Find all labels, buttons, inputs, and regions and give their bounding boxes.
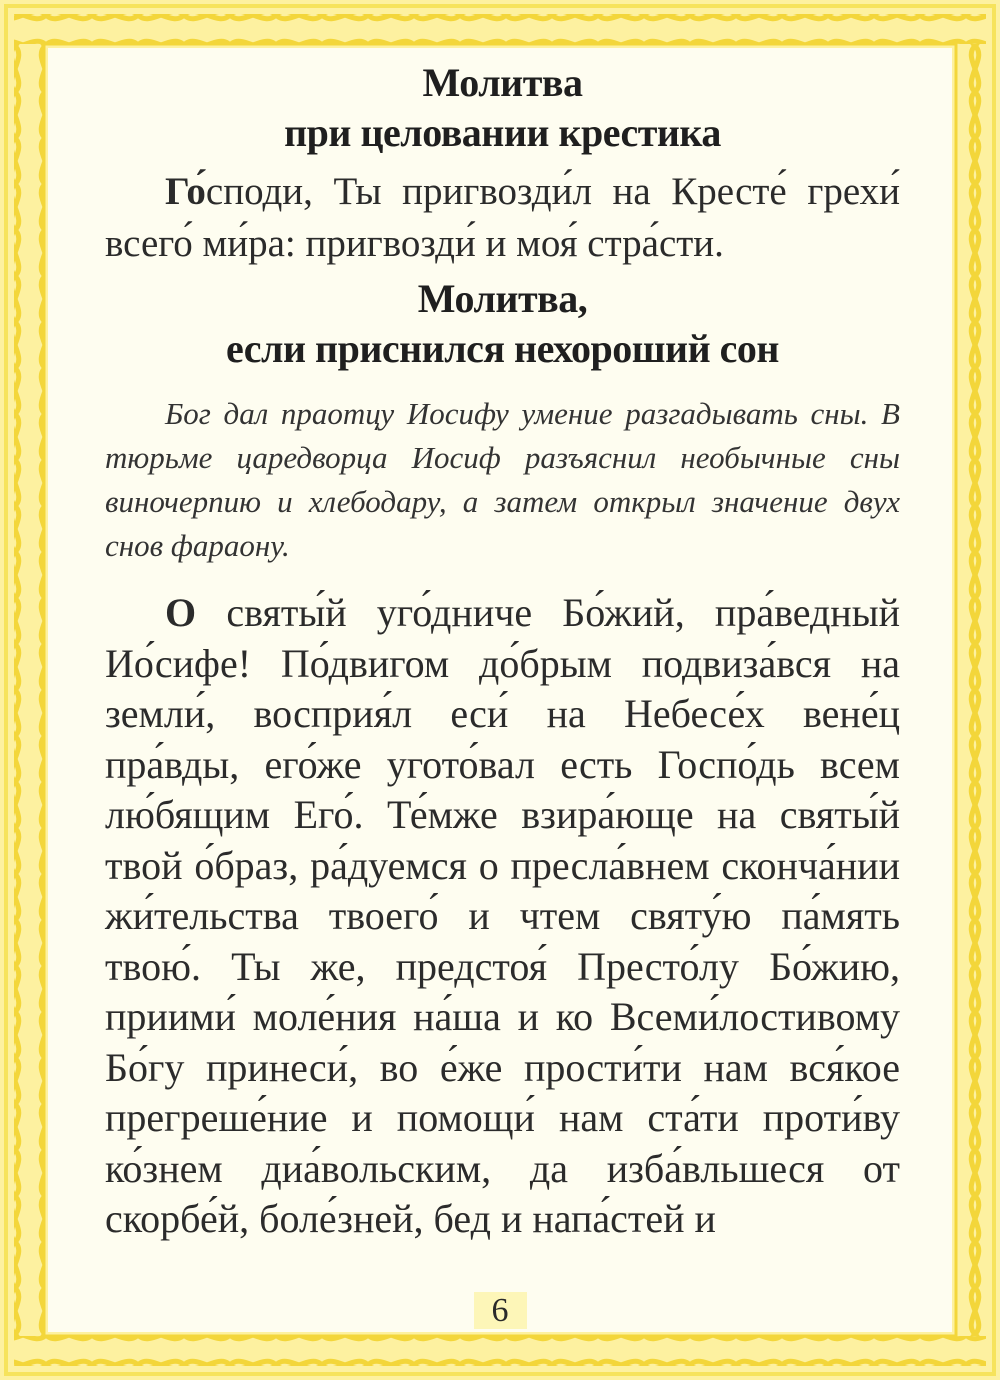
prayer-title-cross (105, 58, 900, 158)
introductory-note: Бог дал праотцу Иосифу умение разгадывать сны. В тюрьме царедворца Иосиф разъяснил необычные сны виночерпию и хлебодару, а затем открыл значение двух снов фараону. (105, 396, 900, 563)
initial-letter: Го́ (165, 170, 206, 213)
initial-letter: О (165, 590, 197, 635)
prayer-text-joseph (105, 588, 900, 1245)
title-line: Молитва, (417, 276, 588, 321)
prayer-content (105, 58, 900, 1245)
page-number-label: 6 (474, 1292, 527, 1329)
paragraph-text: святы́й уго́дниче Бо́жий, пра́ведный Ио́сифе! По́двигом до́брым подвиза́вся на земли́, восприя́л еси́ на Небесе́х вене́ц пра́вды, его́же угото́вал есть Госпо́дь всем лю́бящим Его́. Те́мже взира́юще на святы́й твой о́браз, ра́дуемся о пресла́внем сконча́нии жи́тельства твоего́ и чтем святу́ю па́мять твою́. Ты же, предстоя́ Престо́лу Бо́жию, приими́ моле́ния на́ша и ко Всеми́лостивому Бо́гу принеси́, во е́же прости́ти нам вся́кое прегреше́ние и помощи́ нам ста́ти проти́ву ко́знем диа́вольским, да изба́вльшеся от скорбе́й, боле́зней, бед и напа́стей и (105, 590, 900, 1241)
title-line: при целовании крестика (284, 110, 721, 155)
paragraph-text: споди, Ты пригвозди́л на Кресте́ грехи́ всего́ ми́ра: пригвозди́ и моя́ стра́сти. (105, 170, 900, 265)
page-number (0, 1292, 1000, 1330)
prayer-title-bad-dream (105, 274, 900, 374)
prayer-text-cross (105, 166, 900, 270)
title-line: если приснился нехороший сон (226, 326, 779, 371)
title-line: Молитва (422, 60, 583, 105)
